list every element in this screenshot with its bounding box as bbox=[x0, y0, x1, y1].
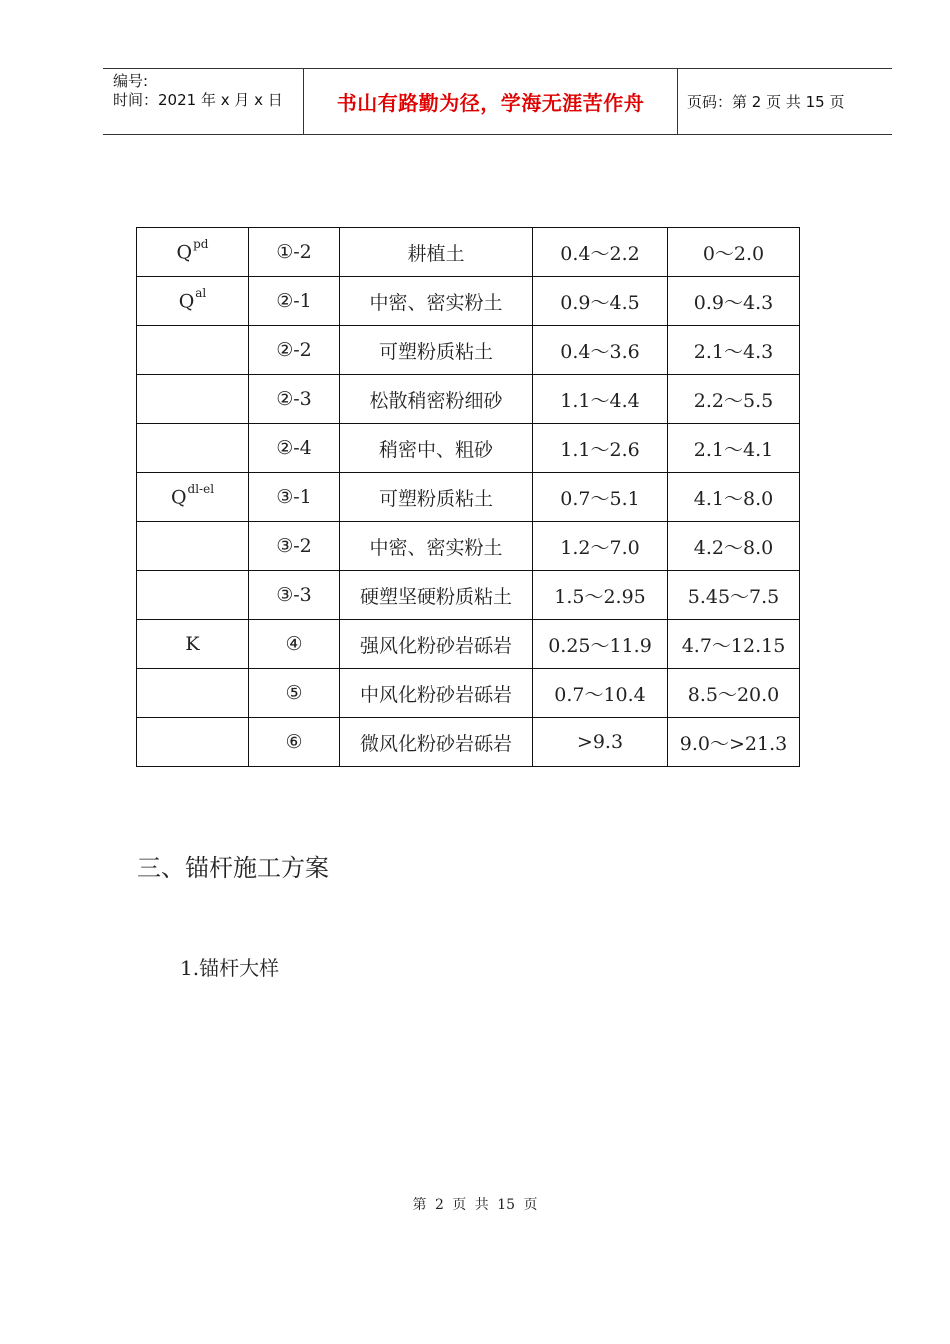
table-row bbox=[137, 375, 800, 424]
soil-name-cell: 强风化粉砂岩砾岩 bbox=[340, 620, 533, 669]
thickness-cell: >9.3 bbox=[533, 718, 668, 767]
table-row bbox=[137, 669, 800, 718]
thickness-cell: 1.1～2.6 bbox=[533, 424, 668, 473]
layer-cell: ③-2 bbox=[249, 522, 340, 571]
thickness-cell: 0.4～3.6 bbox=[533, 326, 668, 375]
thickness-cell: 0.4～2.2 bbox=[533, 228, 668, 277]
table-row bbox=[137, 571, 800, 620]
table-row bbox=[137, 620, 800, 669]
soil-name-cell: 松散稍密粉细砂 bbox=[340, 375, 533, 424]
layer-cell: ②-2 bbox=[249, 326, 340, 375]
depth-cell: 8.5～20.0 bbox=[668, 669, 800, 718]
soil-name-cell: 中密、密实粉土 bbox=[340, 277, 533, 326]
stratum-cell bbox=[137, 228, 249, 277]
depth-cell: 2.1～4.1 bbox=[668, 424, 800, 473]
stratum-superscript: pd bbox=[193, 237, 209, 252]
layer-cell: ⑥ bbox=[249, 718, 340, 767]
soil-name-cell: 可塑粉质粘土 bbox=[340, 326, 533, 375]
depth-cell: 0～2.0 bbox=[668, 228, 800, 277]
layer-cell: ⑤ bbox=[249, 669, 340, 718]
depth-cell: 4.1～8.0 bbox=[668, 473, 800, 522]
stratum-cell bbox=[137, 277, 249, 326]
table-row bbox=[137, 473, 800, 522]
stratum-cell bbox=[137, 522, 249, 571]
stratum-symbol: Q bbox=[170, 486, 187, 509]
thickness-cell: 1.2～7.0 bbox=[533, 522, 668, 571]
depth-cell: 9.0～>21.3 bbox=[668, 718, 800, 767]
thickness-cell: 1.5～2.95 bbox=[533, 571, 668, 620]
stratum-cell bbox=[137, 669, 249, 718]
code-label: 编号: bbox=[113, 72, 149, 90]
stratum-superscript: al bbox=[195, 286, 207, 301]
table-row bbox=[137, 228, 800, 277]
stratum-symbol: K bbox=[185, 633, 200, 655]
layer-cell: ③-1 bbox=[249, 473, 340, 522]
stratum-cell bbox=[137, 620, 249, 669]
stratum-symbol: Q bbox=[178, 290, 195, 313]
layer-cell: ②-3 bbox=[249, 375, 340, 424]
thickness-cell: 1.1～4.4 bbox=[533, 375, 668, 424]
header-divider bbox=[677, 69, 678, 134]
thickness-cell: 0.9～4.5 bbox=[533, 277, 668, 326]
depth-cell: 2.2～5.5 bbox=[668, 375, 800, 424]
soil-name-cell: 耕植土 bbox=[340, 228, 533, 277]
section-title: 三、锚杆施工方案 bbox=[137, 854, 329, 882]
thickness-cell: 0.25～11.9 bbox=[533, 620, 668, 669]
thickness-cell: 0.7～10.4 bbox=[533, 669, 668, 718]
depth-cell: 0.9～4.3 bbox=[668, 277, 800, 326]
time-label: 时间：2021 年 x 月 x 日 bbox=[113, 91, 283, 109]
table-row bbox=[137, 326, 800, 375]
header-page-info: 页码：第 2 页 共 15 页 bbox=[687, 93, 845, 111]
soil-layer-table bbox=[136, 227, 800, 767]
layer-cell: ④ bbox=[249, 620, 340, 669]
soil-name-cell: 中风化粉砂岩砾岩 bbox=[340, 669, 533, 718]
section-subtitle: 1.锚杆大样 bbox=[180, 956, 280, 980]
soil-name-cell: 稍密中、粗砂 bbox=[340, 424, 533, 473]
table-row bbox=[137, 277, 800, 326]
soil-name-cell: 可塑粉质粘土 bbox=[340, 473, 533, 522]
stratum-symbol: Q bbox=[176, 241, 193, 264]
thickness-cell: 0.7～5.1 bbox=[533, 473, 668, 522]
page-header bbox=[103, 68, 892, 135]
soil-name-cell: 中密、密实粉土 bbox=[340, 522, 533, 571]
depth-cell: 5.45～7.5 bbox=[668, 571, 800, 620]
stratum-cell bbox=[137, 571, 249, 620]
layer-cell: ②-4 bbox=[249, 424, 340, 473]
stratum-cell bbox=[137, 424, 249, 473]
stratum-cell bbox=[137, 718, 249, 767]
depth-cell: 4.2～8.0 bbox=[668, 522, 800, 571]
layer-cell: ③-3 bbox=[249, 571, 340, 620]
stratum-cell bbox=[137, 473, 249, 522]
header-meta bbox=[113, 72, 283, 110]
header-motto: 书山有路勤为径，学海无涯苦作舟 bbox=[336, 91, 645, 115]
stratum-cell bbox=[137, 375, 249, 424]
table-row bbox=[137, 718, 800, 767]
page-footer: 第 2 页 共 15 页 bbox=[412, 1197, 538, 1213]
table-row bbox=[137, 522, 800, 571]
layer-cell: ①-2 bbox=[249, 228, 340, 277]
stratum-superscript: dl-el bbox=[187, 482, 215, 497]
layer-cell: ②-1 bbox=[249, 277, 340, 326]
depth-cell: 2.1～4.3 bbox=[668, 326, 800, 375]
stratum-cell bbox=[137, 326, 249, 375]
soil-name-cell: 微风化粉砂岩砾岩 bbox=[340, 718, 533, 767]
table-row bbox=[137, 424, 800, 473]
soil-name-cell: 硬塑坚硬粉质粘土 bbox=[340, 571, 533, 620]
depth-cell: 4.7～12.15 bbox=[668, 620, 800, 669]
